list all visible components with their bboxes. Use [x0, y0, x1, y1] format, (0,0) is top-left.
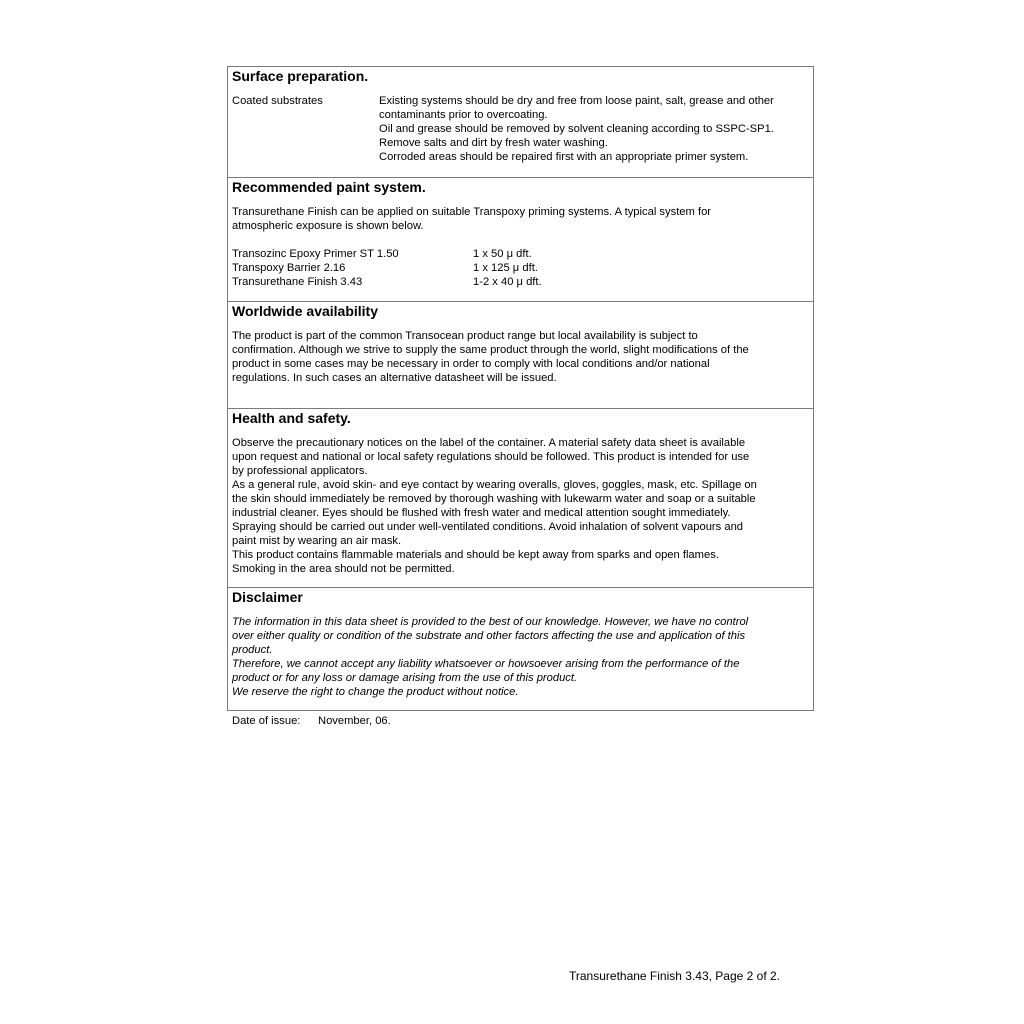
paint-row: [232, 247, 808, 261]
text-line: confirmation. Although we strive to supply the same product through the world, slight modifications of the: [232, 344, 749, 356]
text-line: Existing systems should be dry and free from loose paint, salt, grease and other: [379, 95, 774, 107]
issue-date: November, 06.: [318, 715, 391, 727]
text-line: atmospheric exposure is shown below.: [232, 220, 424, 232]
paint-name: Transurethane Finish 3.43: [232, 276, 363, 288]
text-line: upon request and national or local safety regulations should be followed. This product is intended for use: [232, 451, 750, 463]
text-line: Oil and grease should be removed by solvent cleaning according to SSPC-SP1.: [379, 123, 774, 135]
paint-row: [232, 275, 808, 289]
text-line: by professional applicators.: [232, 465, 368, 477]
text-line: paint mist by wearing an air mask.: [232, 535, 402, 547]
date-of-issue: [232, 714, 391, 728]
text-line: The information in this data sheet is provided to the best of our knowledge. However, we have no control: [232, 616, 749, 628]
text-line: Spraying should be carried out under well-ventilated conditions. Avoid inhalation of solvent vapours and: [232, 521, 744, 533]
text-line: product in some cases may be necessary in order to comply with local conditions and/or national: [232, 358, 710, 370]
section-title: Health and safety.: [232, 410, 351, 426]
text-line: The product is part of the common Transocean product range but local availability is subject to: [232, 330, 698, 342]
section-recommended-paint-system: [228, 177, 813, 301]
text-line: Therefore, we cannot accept any liability whatsoever or howsoever arising from the performance of the: [232, 658, 740, 670]
paint-thickness: 1-2 x 40 μ dft.: [473, 276, 542, 288]
paint-thickness: 1 x 125 μ dft.: [473, 262, 538, 274]
text-line: industrial cleaner. Eyes should be flushed with fresh water and medical attention sought immediately.: [232, 507, 731, 519]
section-disclaimer: [228, 587, 813, 710]
substrate-label: Coated substrates: [232, 95, 323, 107]
text-line: contaminants prior to overcoating.: [379, 109, 548, 121]
text-line: over either quality or condition of the substrate and other factors affecting the use and application of this: [232, 630, 746, 642]
issue-label: Date of issue:: [232, 715, 301, 727]
text-line: Corroded areas should be repaired first with an appropriate primer system.: [379, 151, 749, 163]
text-line: product.: [232, 644, 273, 656]
text-line: product or for any loss or damage arising from the use of this product.: [232, 672, 578, 684]
page-footer: Transurethane Finish 3.43, Page 2 of 2.: [569, 969, 781, 983]
text-line: Transurethane Finish can be applied on suitable Transpoxy priming systems. A typical system for: [232, 206, 712, 218]
paint-thickness: 1 x 50 μ dft.: [473, 248, 532, 260]
section-health-and-safety: [228, 408, 813, 587]
text-line: Remove salts and dirt by fresh water washing.: [379, 137, 608, 149]
section-title: Disclaimer: [232, 589, 303, 605]
paint-name: Transpoxy Barrier 2.16: [232, 262, 346, 274]
text-line: We reserve the right to change the product without notice.: [232, 686, 519, 698]
text-line: As a general rule, avoid skin- and eye contact by wearing overalls, gloves, goggles, mask, etc. Spillage on: [232, 479, 757, 491]
text-line: the skin should immediately be removed by thorough washing with lukewarm water and soap or a suitable: [232, 493, 756, 505]
text-line: Smoking in the area should not be permitted.: [232, 563, 455, 575]
section-title: Worldwide availability: [232, 303, 379, 319]
paint-name: Transozinc Epoxy Primer ST 1.50: [232, 248, 399, 260]
section-surface-preparation: [228, 67, 813, 177]
datasheet-table: [227, 66, 814, 711]
text-line: regulations. In such cases an alternative datasheet will be issued.: [232, 372, 557, 384]
text-line: Observe the precautionary notices on the label of the container. A material safety data sheet is available: [232, 437, 746, 449]
section-title: Surface preparation.: [232, 68, 369, 84]
text-line: This product contains flammable materials and should be kept away from sparks and open flames.: [232, 549, 719, 561]
section-worldwide-availability: [228, 301, 813, 408]
section-title: Recommended paint system.: [232, 179, 426, 195]
surface-text: [379, 94, 808, 164]
paint-row: [232, 261, 808, 275]
